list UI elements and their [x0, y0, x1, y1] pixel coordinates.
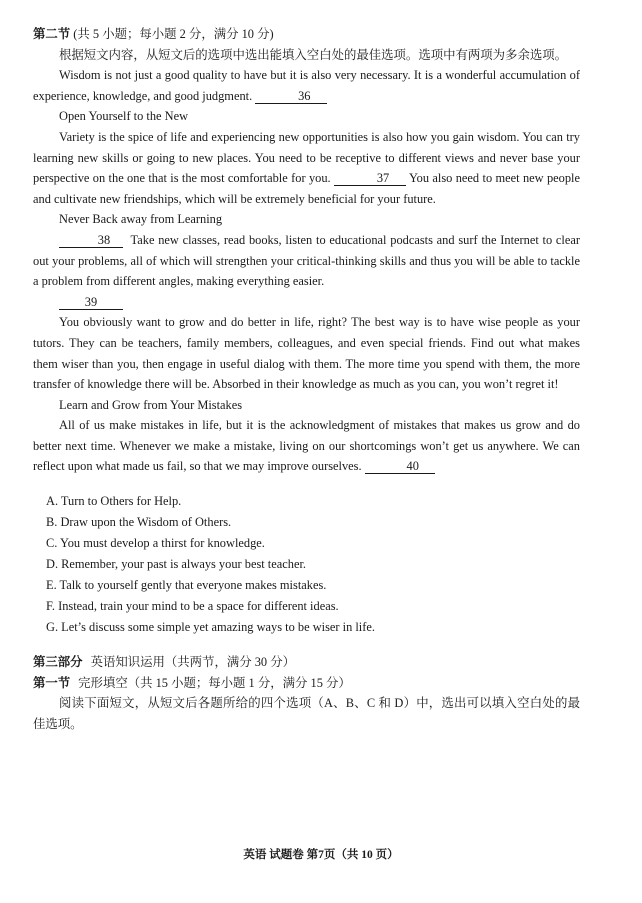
blank-40: 40: [365, 459, 435, 474]
passage-intro: [33, 65, 580, 106]
blank-39: 39: [59, 295, 123, 310]
passage-paragraph-3: [33, 230, 580, 292]
page-footer: 英语 试题卷 第7页（共 10 页）: [243, 849, 399, 861]
option-g: G. Let’s discuss some simple yet amazing ways to be wiser in life.: [46, 620, 375, 635]
option-b: B. Draw upon the Wisdom of Others.: [46, 515, 232, 530]
option-d: D. Remember, your past is always your best teacher.: [46, 557, 306, 572]
answer-options: [33, 491, 580, 638]
p2-before-text: Variety is the spice of life and experiencing new opportunities is also how you gain wisdom. You can try learning new skills or going to new places. You need to be receptive to different views and never base your perspective on the one that is the most comfortable for you.: [33, 129, 580, 186]
blank-38: 38: [59, 233, 123, 248]
subheading-learn-and-grow: Learn and Grow from Your Mistakes: [59, 397, 243, 412]
subheading-blank-39: [33, 292, 580, 313]
part3-title: 第三部分: [33, 655, 83, 670]
subheading-never-back-away: Never Back away from Learning: [59, 212, 223, 227]
blank-36: 36: [255, 89, 327, 104]
option-c: C. You must develop a thirst for knowledge.: [46, 536, 265, 551]
part3-instruction: 阅读下面短文，从短文后各题所给的四个选项（A、B、C 和 D）中，选出可以填入空白处的最佳选项。: [33, 696, 580, 731]
passage-paragraph-2: [33, 127, 580, 209]
option-e: E. Talk to yourself gently that everyone makes mistakes.: [46, 578, 327, 593]
intro-text: Wisdom is not just a good quality to have but it is also very necessary. It is a wonderful accumulation of experience, knowledge, and good judgment.: [33, 68, 580, 103]
passage-paragraph-4: You obviously want to grow and do better in life, right? The best way is to have wise people as your tutors. They can be teachers, family members, colleagues, and even special friends. Find out what makes them wiser than you, then engage in useful dialog with them. The more time you spend with them, the more transfer of knowledge there will be. Absorbed in their knowledge as much as you can, you won’t regret it!: [33, 315, 580, 392]
blank-37: 37: [334, 171, 406, 186]
p2-after-text: You also need to meet new people and cultivate new friendships, which will be extremely beneficial for your future.: [33, 171, 581, 206]
option-a: A. Turn to Others for Help.: [46, 494, 182, 509]
subheading-open-yourself: Open Yourself to the New: [59, 109, 189, 124]
page-content: [33, 24, 580, 734]
section2-title: 第二节: [33, 27, 71, 41]
part3-section1-header: [33, 673, 580, 694]
passage-paragraph-5: [33, 415, 580, 477]
part3-section1-subtitle: 完形填空（共 15 小题；每小题 1 分，满分 15 分）: [78, 675, 351, 690]
part3-section1-title: 第一节: [33, 675, 71, 690]
section2-header: [33, 24, 580, 45]
p3-text: Take new classes, read books, listen to educational podcasts and surf the Internet to clear out your problems, all of which will strengthen your critical-thinking skills and thus you will be able to tackle a problem from different angles, making everything easier.: [33, 232, 581, 289]
p5-text: All of us make mistakes in life, but it is the acknowledgment of mistakes that makes us grow and do better next time. Whenever we make a mistake, living on our shortcomings won’t get us anywhere. We can reflect upon what made us fail, so that we may improve ourselves.: [33, 418, 580, 474]
part3-block: [33, 652, 580, 734]
part3-subtitle: 英语知识运用（共两节，满分 30 分）: [90, 655, 296, 670]
part3-header: [33, 652, 580, 673]
section2-note: (共 5 小题；每小题 2 分，满分 10 分): [73, 27, 274, 41]
option-f: F. Instead, train your mind to be a space for different ideas.: [46, 599, 339, 614]
section2-instruction: 根据短文内容，从短文后的选项中选出能填入空白处的最佳选项。选项中有两项为多余选项。: [59, 47, 568, 62]
